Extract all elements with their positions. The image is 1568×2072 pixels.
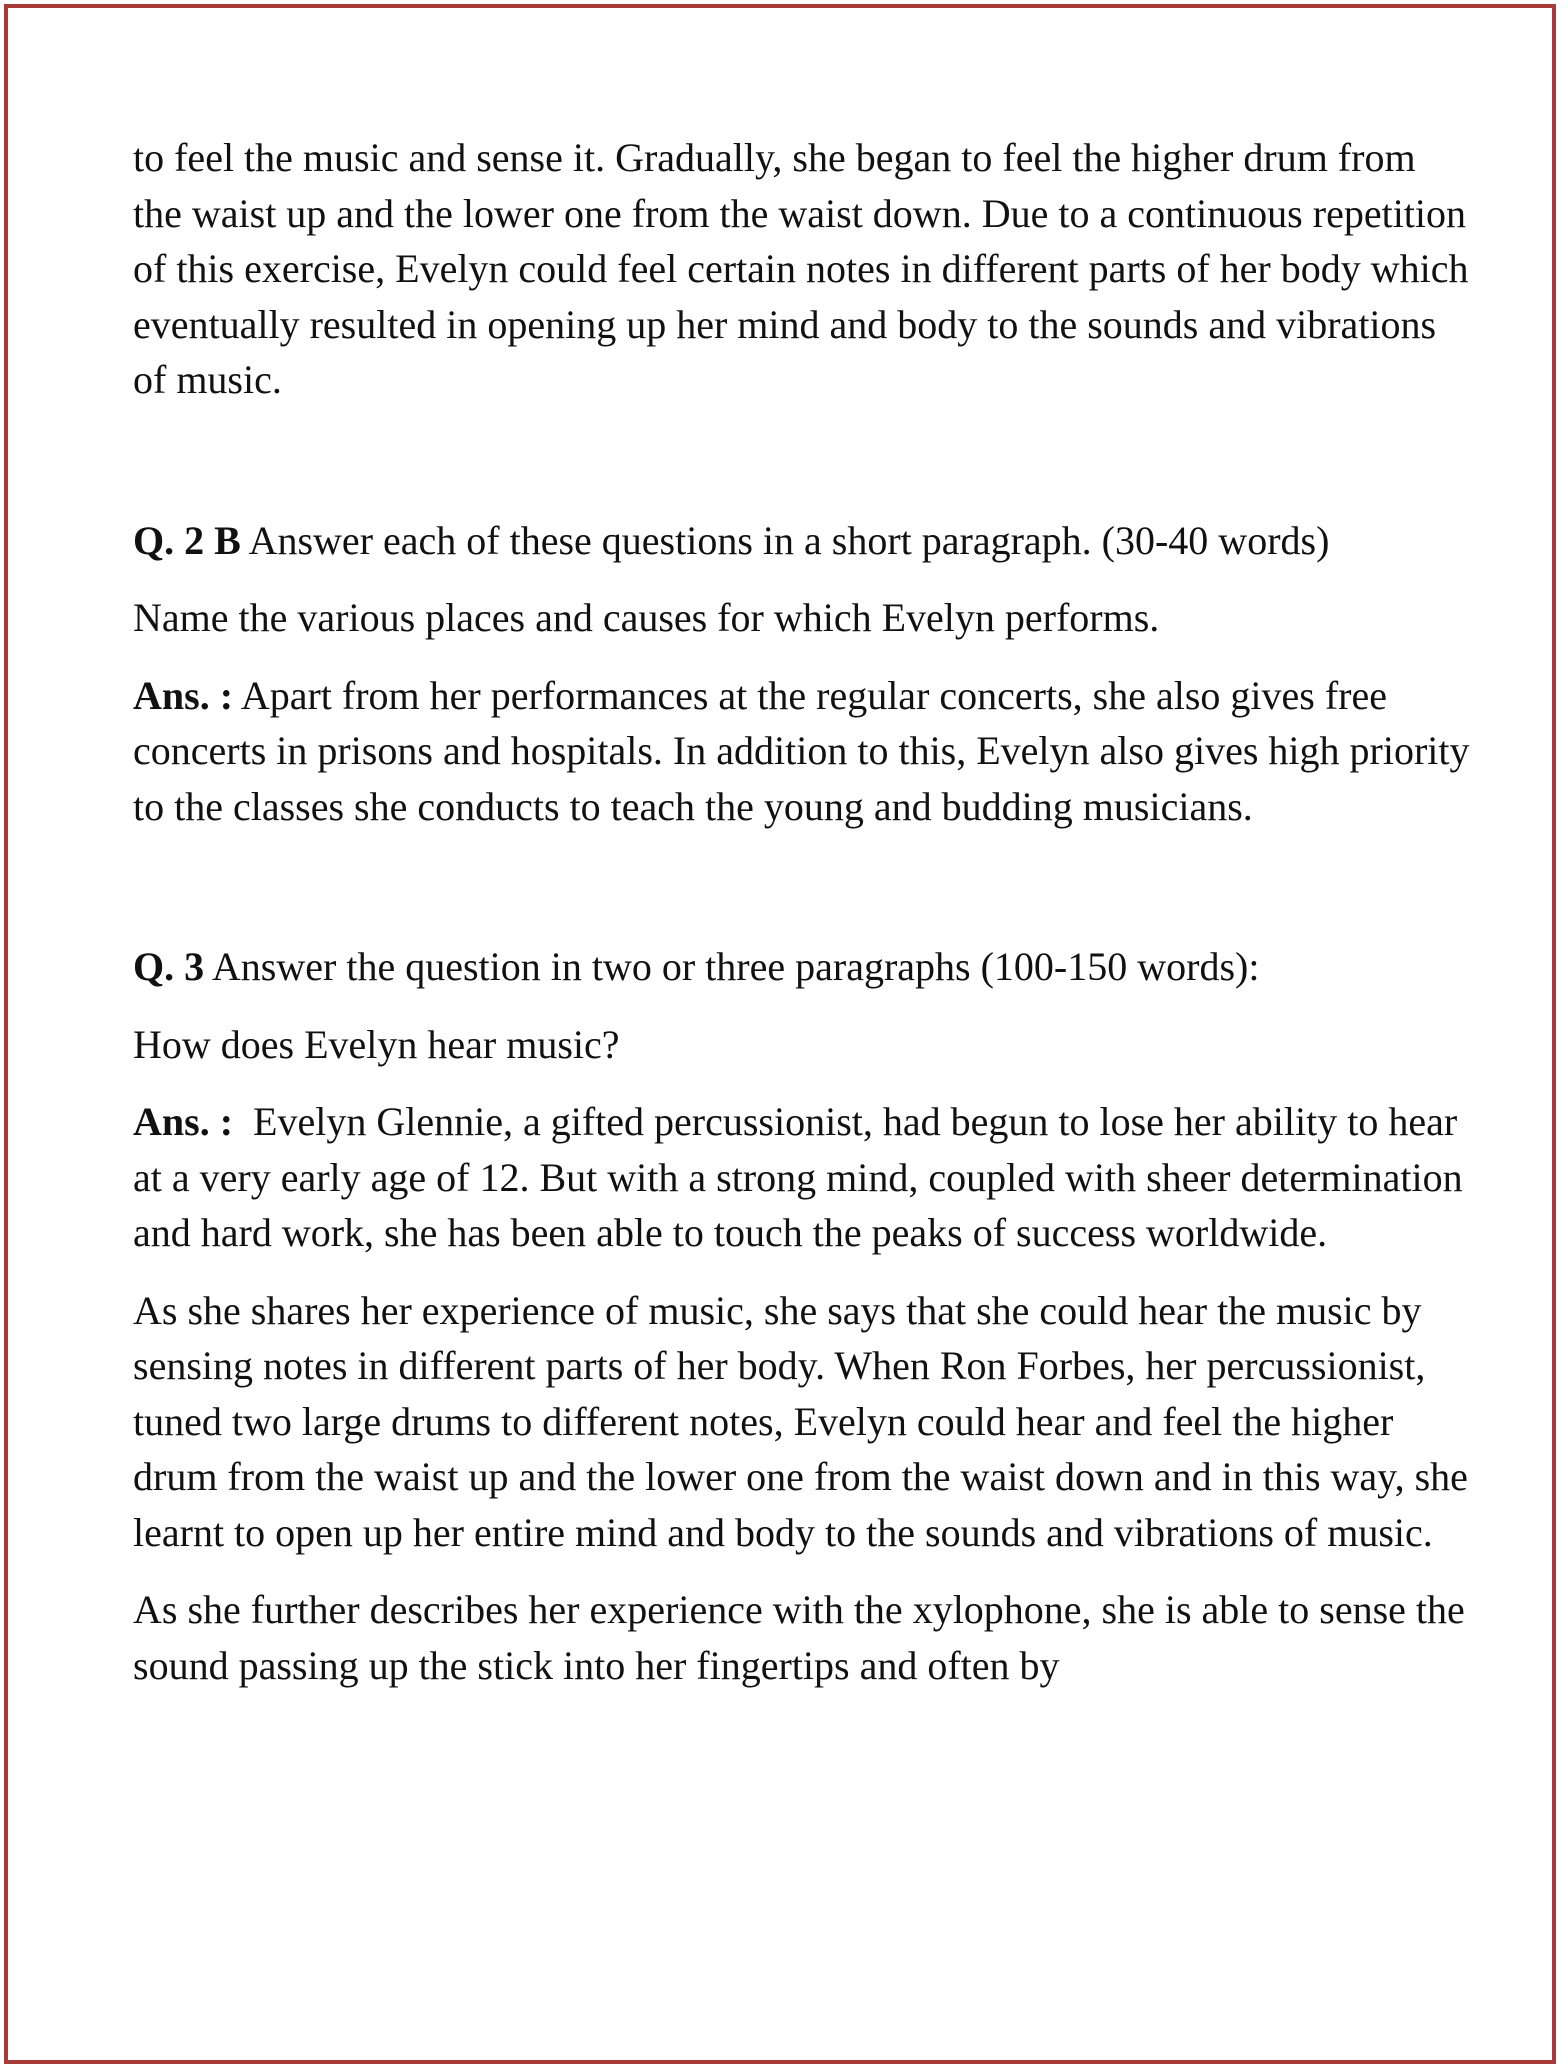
q2b-answer-text: Apart from her performances at the regular concerts, she also gives free concerts in prisons and hospitals. In addition to this, Evelyn also gives high priority to the classes she conducts to teach the young and budding musicians. (133, 672, 1470, 829)
spacer (133, 834, 1473, 939)
q3-answer-p2: As she shares her experience of music, she says that she could hear the music by sensing notes in different parts of her body. When Ron Forbes, her percussionist, tuned two large drums to different notes, Evelyn could hear and feel the higher drum from the waist up and the lower one from the waist down and in this way, she learnt to open up her entire mind and body to the sounds and vibrations of music. (133, 1287, 1468, 1555)
spacer (133, 568, 1473, 590)
intro-paragraph: to feel the music and sense it. Gradually, she began to feel the higher drum from the waist up and the lower one from the waist down. Due to a continuous repetition of this exercise, Evelyn could feel certain notes in different parts of her body which eventually resulted in opening up her mind and body to the sounds and vibrations of music. (133, 135, 1469, 402)
q3-answer-label: Ans. : (133, 1099, 234, 1144)
q2b-instruction: Answer each of these questions in a short paragraph. (30-40 words) (248, 517, 1330, 563)
spacer (133, 995, 1473, 1017)
q2b-question: Name the various places and causes for which Evelyn performs. (133, 595, 1160, 640)
page-content (133, 130, 1473, 1693)
spacer (133, 1560, 1473, 1582)
q2b-label: Q. 2 B (133, 517, 241, 563)
q3-label: Q. 3 (133, 944, 205, 989)
q3-question: How does Evelyn hear music? (133, 1021, 620, 1067)
q2b-answer (133, 668, 1473, 835)
q2b-heading (133, 513, 1473, 569)
q2b-answer-label: Ans. : (133, 672, 234, 718)
spacer (133, 1261, 1473, 1283)
q3-answer-p1-text: Evelyn Glennie, a gifted percussionist, had begun to lose her ability to hear at a very early age of 12. But with a strong mind, coupled with sheer determination and hard work, she has been able to touch the peaks of success worldwide. (133, 1099, 1463, 1255)
spacer (133, 646, 1473, 668)
q3-answer-p1 (133, 1094, 1473, 1261)
spacer (133, 408, 1473, 513)
spacer (133, 1072, 1473, 1094)
q3-answer-p3: As she further describes her experience with the xylophone, she is able to sense the sound passing up the stick into her fingertips and often by (133, 1587, 1465, 1688)
q3-instruction: Answer the question in two or three paragraphs (100-150 words): (211, 944, 1260, 989)
q3-heading (133, 939, 1473, 995)
